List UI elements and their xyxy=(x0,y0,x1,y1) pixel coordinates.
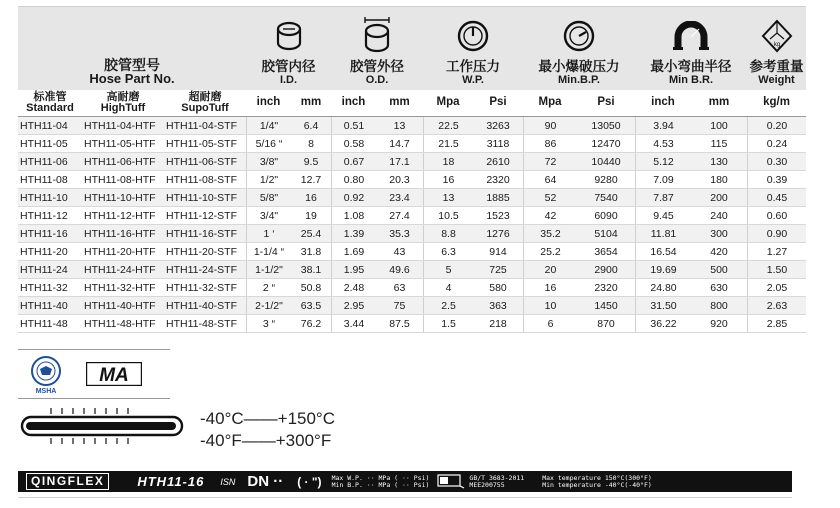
cell-hightuff: HTH11-24-HTF xyxy=(84,263,156,276)
cell-bp-mpa: 16 xyxy=(523,279,577,296)
cell-id-inch: 1-1/2" xyxy=(246,261,291,278)
cell-od-inch: 0.58 xyxy=(331,135,376,152)
cell-wp-psi: 3118 xyxy=(486,137,510,150)
cell-br-mm: 200 xyxy=(710,191,728,204)
header-br-cn: 最小弯曲半径 xyxy=(650,59,732,74)
unit-wp-psi: Psi xyxy=(489,95,507,108)
cell-standard: HTH11-10 xyxy=(20,191,68,204)
cell-hightuff: HTH11-10-HTF xyxy=(84,191,156,204)
cell-bp-psi: 2900 xyxy=(594,263,618,276)
cell-bp-psi: 1450 xyxy=(594,299,618,312)
cell-supotuff: HTH11-48-STF xyxy=(166,317,237,330)
table-body xyxy=(18,117,806,333)
header-weight-cn: 参考重量 xyxy=(749,59,804,74)
table-row xyxy=(18,225,806,243)
unit-od-inch: inch xyxy=(341,95,366,108)
header-weight xyxy=(747,7,806,90)
unit-standard-en: Standard xyxy=(26,102,74,114)
cell-bp-mpa: 42 xyxy=(523,207,577,224)
cell-wp-mpa: 10.5 xyxy=(423,207,473,224)
table-row xyxy=(18,315,806,333)
msha-logo xyxy=(28,356,64,395)
table-row xyxy=(18,189,806,207)
cell-id-mm: 31.8 xyxy=(300,245,322,258)
cell-bp-psi: 5104 xyxy=(594,227,618,240)
ma-logo xyxy=(86,362,142,386)
cell-br-inch: 7.09 xyxy=(635,171,691,188)
cell-wp-mpa: 8.8 xyxy=(423,225,473,242)
cell-wp-psi: 1523 xyxy=(486,209,510,222)
table-row xyxy=(18,297,806,315)
unit-row xyxy=(18,90,806,117)
unit-supotuff xyxy=(164,90,246,116)
msha-label: MSHA xyxy=(35,388,57,395)
cell-wp-psi: 580 xyxy=(489,281,507,294)
dn-label: DN ·· xyxy=(247,473,284,490)
cell-br-mm: 115 xyxy=(710,137,728,150)
isn-label: ISN xyxy=(220,476,236,487)
cell-wp-mpa: 2.5 xyxy=(423,297,473,314)
cell-weight: 0.30 xyxy=(747,153,806,170)
cell-id-inch: 1-1/4 “ xyxy=(246,243,291,260)
cell-br-inch: 4.53 xyxy=(635,135,691,152)
unit-id-inch: inch xyxy=(256,95,281,108)
unit-supotuff-en: SupoTuff xyxy=(181,102,229,114)
cell-weight: 2.63 xyxy=(747,297,806,314)
cell-hightuff: HTH11-05-HTF xyxy=(84,137,156,150)
cell-br-inch: 5.12 xyxy=(635,153,691,170)
header-id-en: I.D. xyxy=(279,74,298,86)
header-id xyxy=(246,7,331,90)
cell-standard: HTH11-04 xyxy=(20,119,68,132)
cell-bp-mpa: 25.2 xyxy=(523,243,577,260)
cell-id-inch: 3/8" xyxy=(246,153,291,170)
cell-bp-mpa: 64 xyxy=(523,171,577,188)
cell-id-mm: 50.8 xyxy=(300,281,322,294)
header-br-en: Min B.R. xyxy=(669,74,713,86)
temp-celsius: -40°C——+150°C xyxy=(200,409,336,428)
table-row xyxy=(18,153,806,171)
cell-wp-mpa: 22.5 xyxy=(423,117,473,134)
bottom-rule xyxy=(18,497,792,498)
cell-weight: 1.27 xyxy=(747,243,806,260)
cell-wp-psi: 363 xyxy=(489,299,507,312)
pressure-print-wp: Max W.P. ·· MPa ( ·· Psi) xyxy=(331,473,430,482)
hose-spec-table xyxy=(18,6,806,333)
cell-weight: 1.50 xyxy=(747,261,806,278)
cell-od-mm: 35.3 xyxy=(389,227,410,240)
flag-icon xyxy=(437,474,465,489)
cell-br-mm: 300 xyxy=(710,227,728,240)
cell-hightuff: HTH11-12-HTF xyxy=(84,209,156,222)
qingflex-logo: QINGFLEX xyxy=(26,473,109,490)
unit-weight: kg/m xyxy=(763,95,790,108)
cell-id-inch: 5/16 “ xyxy=(246,135,291,152)
cell-od-mm: 49.6 xyxy=(389,263,410,276)
unit-br-mm: mm xyxy=(708,95,730,108)
thermometer-icon xyxy=(18,404,188,455)
cell-br-inch: 3.94 xyxy=(635,117,691,134)
cell-od-mm: 14.7 xyxy=(389,137,410,150)
cell-id-mm: 76.2 xyxy=(300,317,322,330)
cell-wp-mpa: 13 xyxy=(423,189,473,206)
cell-id-mm: 38.1 xyxy=(300,263,322,276)
cell-id-mm: 63.5 xyxy=(300,299,322,312)
cell-hightuff: HTH11-04-HTF xyxy=(84,119,156,132)
cell-id-mm: 25.4 xyxy=(300,227,322,240)
cell-supotuff: HTH11-24-STF xyxy=(166,263,237,276)
cell-standard: HTH11-20 xyxy=(20,245,68,258)
header-bp xyxy=(523,7,635,90)
temperature-print xyxy=(542,475,652,489)
cell-wp-mpa: 5 xyxy=(423,261,473,278)
table-row xyxy=(18,261,806,279)
cell-bp-psi: 7540 xyxy=(594,191,618,204)
section-divider-2 xyxy=(18,398,170,399)
cell-id-inch: 1 ‘ xyxy=(246,225,291,242)
cell-id-inch: 1/4" xyxy=(246,117,291,134)
cell-id-mm: 16 xyxy=(305,191,317,204)
cell-hightuff: HTH11-48-HTF xyxy=(84,317,156,330)
cell-br-inch: 11.81 xyxy=(635,225,691,242)
cell-supotuff: HTH11-05-STF xyxy=(166,137,237,150)
cell-id-mm: 12.7 xyxy=(300,173,322,186)
cell-weight: 0.45 xyxy=(747,189,806,206)
cell-bp-mpa: 90 xyxy=(523,117,577,134)
cell-bp-psi: 3654 xyxy=(594,245,618,258)
cell-standard: HTH11-16 xyxy=(20,227,68,240)
table-row xyxy=(18,279,806,297)
cell-od-inch: 2.95 xyxy=(331,297,376,314)
cell-br-inch: 16.54 xyxy=(635,243,691,260)
header-part-no-en: Hose Part No. xyxy=(89,71,175,86)
standard-print xyxy=(469,475,524,489)
cell-bp-mpa: 52 xyxy=(523,189,577,206)
cell-od-mm: 27.4 xyxy=(389,209,410,222)
cell-bp-psi: 2320 xyxy=(594,281,618,294)
cell-bp-mpa: 10 xyxy=(523,297,577,314)
cell-wp-psi: 2320 xyxy=(486,173,510,186)
header-wp-cn: 工作压力 xyxy=(446,59,500,74)
cell-hightuff: HTH11-32-HTF xyxy=(84,281,156,294)
hose-print-bar xyxy=(18,471,792,492)
header-part-no-cn: 胶管型号 xyxy=(104,57,160,73)
cell-bp-mpa: 35.2 xyxy=(523,225,577,242)
cell-wp-psi: 1885 xyxy=(486,191,510,204)
cell-od-inch: 2.48 xyxy=(331,279,376,296)
cell-wp-mpa: 16 xyxy=(423,171,473,188)
cell-wp-mpa: 4 xyxy=(423,279,473,296)
cell-weight: 2.05 xyxy=(747,279,806,296)
cell-br-mm: 100 xyxy=(710,119,728,132)
cell-od-inch: 0.67 xyxy=(331,153,376,170)
cell-od-mm: 87.5 xyxy=(389,317,410,330)
temperature-print-max: Max temperature 150°C(300°F) xyxy=(542,473,652,482)
cell-weight: 0.24 xyxy=(747,135,806,152)
header-od xyxy=(331,7,423,90)
cell-id-inch: 1/2" xyxy=(246,171,291,188)
cell-supotuff: HTH11-12-STF xyxy=(166,209,237,222)
unit-hightuff-en: HighTuff xyxy=(100,102,146,114)
cell-br-inch: 7.87 xyxy=(635,189,691,206)
standard-print-mee: MEE200755 xyxy=(469,480,505,489)
cell-br-mm: 920 xyxy=(710,317,728,330)
cell-wp-psi: 2610 xyxy=(486,155,510,168)
cell-br-mm: 420 xyxy=(710,245,728,258)
cell-weight: 0.90 xyxy=(747,225,806,242)
cell-supotuff: HTH11-08-STF xyxy=(166,173,237,186)
cell-supotuff: HTH11-06-STF xyxy=(166,155,237,168)
cell-bp-mpa: 20 xyxy=(523,261,577,278)
cell-standard: HTH11-05 xyxy=(20,137,68,150)
cell-id-mm: 19 xyxy=(305,209,317,222)
cell-od-mm: 20.3 xyxy=(389,173,410,186)
table-header xyxy=(18,6,806,90)
unit-hightuff-cn: 高耐磨 xyxy=(106,91,140,103)
cell-id-mm: 6.4 xyxy=(303,119,319,132)
cell-hightuff: HTH11-20-HTF xyxy=(84,245,156,258)
cell-hightuff: HTH11-08-HTF xyxy=(84,173,156,186)
cell-wp-psi: 1276 xyxy=(486,227,510,240)
cell-od-inch: 0.80 xyxy=(331,171,376,188)
header-id-cn: 胶管内径 xyxy=(261,59,316,74)
cell-weight: 0.60 xyxy=(747,207,806,224)
cell-standard: HTH11-48 xyxy=(20,317,68,330)
weight-icon xyxy=(761,16,793,56)
cell-od-inch: 3.44 xyxy=(331,315,376,332)
header-bp-en: Min.B.P. xyxy=(558,74,600,86)
cell-id-inch: 5/8" xyxy=(246,189,291,206)
unit-standard xyxy=(18,90,82,116)
cell-standard: HTH11-24 xyxy=(20,263,68,276)
cell-od-inch: 1.69 xyxy=(331,243,376,260)
cell-weight: 0.20 xyxy=(747,117,806,134)
cell-wp-psi: 218 xyxy=(489,317,507,330)
unit-wp-mpa: Mpa xyxy=(436,95,460,108)
cell-od-inch: 1.08 xyxy=(331,207,376,224)
cell-id-inch: 2-1/2" xyxy=(246,297,291,314)
header-od-en: O.D. xyxy=(365,74,389,86)
cell-wp-mpa: 6.3 xyxy=(423,243,473,260)
cell-standard: HTH11-06 xyxy=(20,155,68,168)
cell-hightuff: HTH11-16-HTF xyxy=(84,227,156,240)
header-weight-en: Weight xyxy=(758,74,795,86)
unit-supotuff-cn: 超耐磨 xyxy=(188,91,222,103)
inner-diameter-icon xyxy=(274,16,304,56)
cell-od-mm: 75 xyxy=(393,299,406,312)
table-row xyxy=(18,171,806,189)
cell-standard: HTH11-08 xyxy=(20,173,68,186)
cell-weight: 2.85 xyxy=(747,315,806,332)
cell-od-mm: 43 xyxy=(393,245,406,258)
unit-od-mm: mm xyxy=(389,95,410,108)
cell-od-mm: 13 xyxy=(393,119,406,132)
pressure-gauge-icon xyxy=(457,16,489,56)
temp-fahrenheit: -40°F——+300°F xyxy=(200,431,332,450)
unit-br-inch: inch xyxy=(651,95,675,108)
size-label: ( · ") xyxy=(297,474,322,489)
unit-standard-cn: 标准管 xyxy=(33,91,67,103)
cell-bp-psi: 6090 xyxy=(594,209,618,222)
cell-wp-psi: 3263 xyxy=(486,119,510,132)
unit-bp-psi: Psi xyxy=(597,95,615,108)
cell-br-mm: 240 xyxy=(710,209,728,222)
cell-od-mm: 23.4 xyxy=(389,191,410,204)
cell-br-inch: 24.80 xyxy=(635,279,691,296)
cell-id-inch: 2 “ xyxy=(246,279,291,296)
header-br xyxy=(635,7,747,90)
cell-standard: HTH11-40 xyxy=(20,299,68,312)
pressure-print xyxy=(332,475,430,489)
cell-bp-psi: 870 xyxy=(597,317,615,330)
cell-br-mm: 500 xyxy=(710,263,728,276)
temperature-print-min: Min temperature -40°C(-40°F) xyxy=(542,480,652,489)
cell-bp-mpa: 6 xyxy=(523,315,577,332)
cell-supotuff: HTH11-20-STF xyxy=(166,245,237,258)
cell-od-inch: 0.51 xyxy=(331,117,376,134)
cell-id-inch: 3 “ xyxy=(246,315,291,332)
cell-od-inch: 0.92 xyxy=(331,189,376,206)
cell-wp-mpa: 18 xyxy=(423,153,473,170)
msha-seal-icon xyxy=(31,356,61,386)
cell-bp-mpa: 72 xyxy=(523,153,577,170)
header-wp xyxy=(423,7,523,90)
table-row xyxy=(18,135,806,153)
cell-od-mm: 17.1 xyxy=(389,155,410,168)
cell-br-mm: 630 xyxy=(710,281,728,294)
cell-od-inch: 1.39 xyxy=(331,225,376,242)
cell-id-inch: 3/4" xyxy=(246,207,291,224)
table-row xyxy=(18,243,806,261)
cell-od-mm: 63 xyxy=(393,281,406,294)
cell-bp-psi: 13050 xyxy=(591,119,621,132)
cell-weight: 0.39 xyxy=(747,171,806,188)
bend-radius-icon xyxy=(672,16,710,56)
cell-bp-psi: 9280 xyxy=(594,173,618,186)
cell-standard: HTH11-12 xyxy=(20,209,68,222)
burst-gauge-icon xyxy=(563,16,595,56)
cell-supotuff: HTH11-16-STF xyxy=(166,227,237,240)
cell-br-mm: 180 xyxy=(710,173,728,186)
cell-hightuff: HTH11-40-HTF xyxy=(84,299,156,312)
cell-supotuff: HTH11-04-STF xyxy=(166,119,237,132)
ma-label: MA xyxy=(99,365,129,386)
header-od-cn: 胶管外径 xyxy=(350,59,404,74)
cell-br-inch: 19.69 xyxy=(635,261,691,278)
cell-wp-mpa: 21.5 xyxy=(423,135,473,152)
header-wp-en: W.P. xyxy=(462,74,484,86)
cell-wp-mpa: 1.5 xyxy=(423,315,473,332)
table-row xyxy=(18,207,806,225)
cell-wp-psi: 725 xyxy=(489,263,507,276)
unit-bp-mpa: Mpa xyxy=(538,95,562,108)
cell-wp-psi: 914 xyxy=(489,245,507,258)
standard-print-gb: GB/T 3683-2011 xyxy=(469,473,525,482)
cell-od-inch: 1.95 xyxy=(331,261,376,278)
cell-supotuff: HTH11-40-STF xyxy=(166,299,237,312)
svg-text:kg: kg xyxy=(773,42,780,48)
cell-br-inch: 9.45 xyxy=(635,207,691,224)
header-bp-cn: 最小爆破压力 xyxy=(538,59,620,74)
model-label: HTH11-16 xyxy=(137,474,205,489)
cell-supotuff: HTH11-32-STF xyxy=(166,281,237,294)
cell-br-inch: 36.22 xyxy=(635,315,691,332)
unit-hightuff xyxy=(82,90,164,116)
cell-supotuff: HTH11-10-STF xyxy=(166,191,237,204)
cell-br-mm: 130 xyxy=(710,155,728,168)
cell-id-mm: 8 xyxy=(308,137,314,150)
unit-id-mm: mm xyxy=(300,95,322,108)
cell-id-mm: 9.5 xyxy=(303,155,319,168)
header-part-no xyxy=(18,7,246,90)
cell-bp-mpa: 86 xyxy=(523,135,577,152)
pressure-print-bp: Min B.P. ·· MPa ( ·· Psi) xyxy=(331,480,430,489)
cell-br-mm: 800 xyxy=(710,299,728,312)
cell-bp-psi: 12470 xyxy=(591,137,621,150)
cell-bp-psi: 10440 xyxy=(591,155,621,168)
cell-br-inch: 31.50 xyxy=(635,297,691,314)
table-row xyxy=(18,117,806,135)
outer-diameter-icon xyxy=(361,16,393,56)
cell-standard: HTH11-32 xyxy=(20,281,68,294)
cell-hightuff: HTH11-06-HTF xyxy=(84,155,156,168)
section-divider xyxy=(18,349,170,350)
